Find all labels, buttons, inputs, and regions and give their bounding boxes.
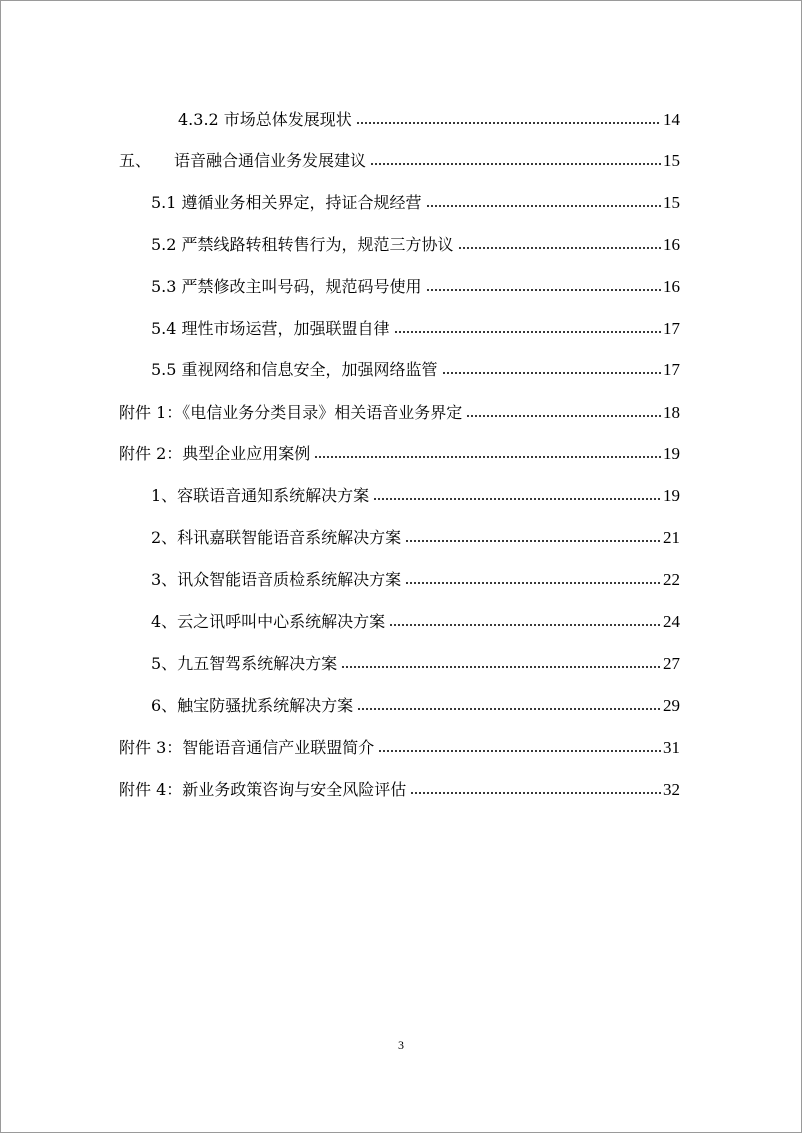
dot-leader [373, 496, 661, 502]
toc-entry-page: 18 [663, 403, 680, 422]
toc-entry-label-group [119, 149, 370, 173]
toc-entry-5-2[interactable] [151, 233, 680, 257]
toc-entry-case-1[interactable] [151, 484, 680, 508]
toc-entry-5-3[interactable] [151, 275, 680, 299]
dot-leader [442, 370, 661, 376]
dot-leader [314, 454, 661, 460]
toc-entry-label: 6、触宝防骚扰系统解决方案 [151, 696, 354, 715]
toc-entry-5-5[interactable] [151, 358, 680, 382]
toc-entry-page: 19 [663, 486, 680, 505]
toc-entry-page: 15 [663, 193, 680, 212]
toc-entry-appendix-1[interactable] [119, 401, 680, 425]
toc-entry-page: 22 [663, 570, 680, 589]
toc-entry-page: 14 [663, 110, 680, 129]
table-of-contents [1, 1, 801, 1132]
toc-entry-label: 5.3 严禁修改主叫号码，规范码号使用 [151, 277, 422, 296]
dot-leader [356, 120, 661, 126]
toc-entry-page: 29 [663, 696, 680, 715]
dot-leader [426, 287, 661, 293]
toc-entry-appendix-3[interactable] [119, 736, 680, 760]
dot-leader [410, 790, 661, 796]
toc-entry-appendix-4[interactable] [119, 778, 680, 802]
dot-leader [405, 580, 661, 586]
dot-leader [426, 203, 661, 209]
toc-entry-label: 5.4 理性市场运营，加强联盟自律 [151, 319, 390, 338]
toc-entry-label: 5、九五智驾系统解决方案 [151, 654, 338, 673]
dot-leader [389, 622, 661, 628]
dot-leader [357, 706, 661, 712]
toc-entry-case-3[interactable] [151, 568, 680, 592]
toc-entry-page: 21 [663, 528, 680, 547]
toc-entry-page: 32 [663, 780, 680, 799]
toc-entry-label: 附件 1：《电信业务分类目录》相关语音业务界定 [119, 403, 463, 422]
toc-entry-label: 5.1 遵循业务相关界定，持证合规经营 [151, 193, 422, 212]
toc-entry-label: 附件 3：智能语音通信产业联盟简介 [119, 738, 375, 757]
toc-entry-case-2[interactable] [151, 526, 680, 550]
toc-entry-page: 27 [663, 654, 680, 673]
toc-entry-4-3-2[interactable] [178, 108, 680, 132]
dot-leader [405, 538, 661, 544]
toc-entry-label: 2、科讯嘉联智能语音系统解决方案 [151, 528, 402, 547]
toc-entry-label: 4.3.2 市场总体发展现状 [178, 110, 352, 129]
toc-entry-page: 16 [663, 235, 680, 254]
toc-entry-page: 31 [663, 738, 680, 757]
toc-entry-label: 附件 2：典型企业应用案例 [119, 444, 311, 463]
toc-entry-case-4[interactable] [151, 610, 680, 634]
toc-entry-page: 17 [663, 360, 680, 379]
dot-leader [378, 748, 661, 754]
toc-entry-label: 语音融合通信业务发展建议 [174, 151, 367, 170]
dot-leader [458, 245, 661, 251]
page-number: 3 [398, 1038, 404, 1052]
dot-leader [341, 664, 661, 670]
dot-leader [370, 161, 661, 167]
dot-leader [394, 329, 661, 335]
toc-entry-appendix-2[interactable] [119, 442, 680, 466]
toc-entry-page: 24 [663, 612, 680, 631]
toc-entry-label: 4、云之讯呼叫中心系统解决方案 [151, 612, 386, 631]
dot-leader [466, 413, 661, 419]
toc-entry-page: 17 [663, 319, 680, 338]
toc-entry-page: 19 [663, 444, 680, 463]
toc-entry-label: 5.2 严禁线路转租转售行为，规范三方协议 [151, 235, 454, 254]
toc-entry-case-6[interactable] [151, 694, 680, 718]
toc-entry-5-4[interactable] [151, 317, 680, 341]
chapter-number: 五、 [119, 151, 152, 170]
toc-entry-label: 1、容联语音通知系统解决方案 [151, 486, 370, 505]
toc-entry-label: 5.5 重视网络和信息安全，加强网络监管 [151, 360, 438, 379]
toc-entry-chapter-5[interactable] [119, 149, 680, 173]
toc-entry-page: 16 [663, 277, 680, 296]
toc-entry-label: 附件 4：新业务政策咨询与安全风险评估 [119, 780, 407, 799]
toc-entry-page: 15 [663, 151, 680, 170]
toc-entry-5-1[interactable] [151, 191, 680, 215]
toc-entry-case-5[interactable] [151, 652, 680, 676]
toc-entry-label: 3、讯众智能语音质检系统解决方案 [151, 570, 402, 589]
